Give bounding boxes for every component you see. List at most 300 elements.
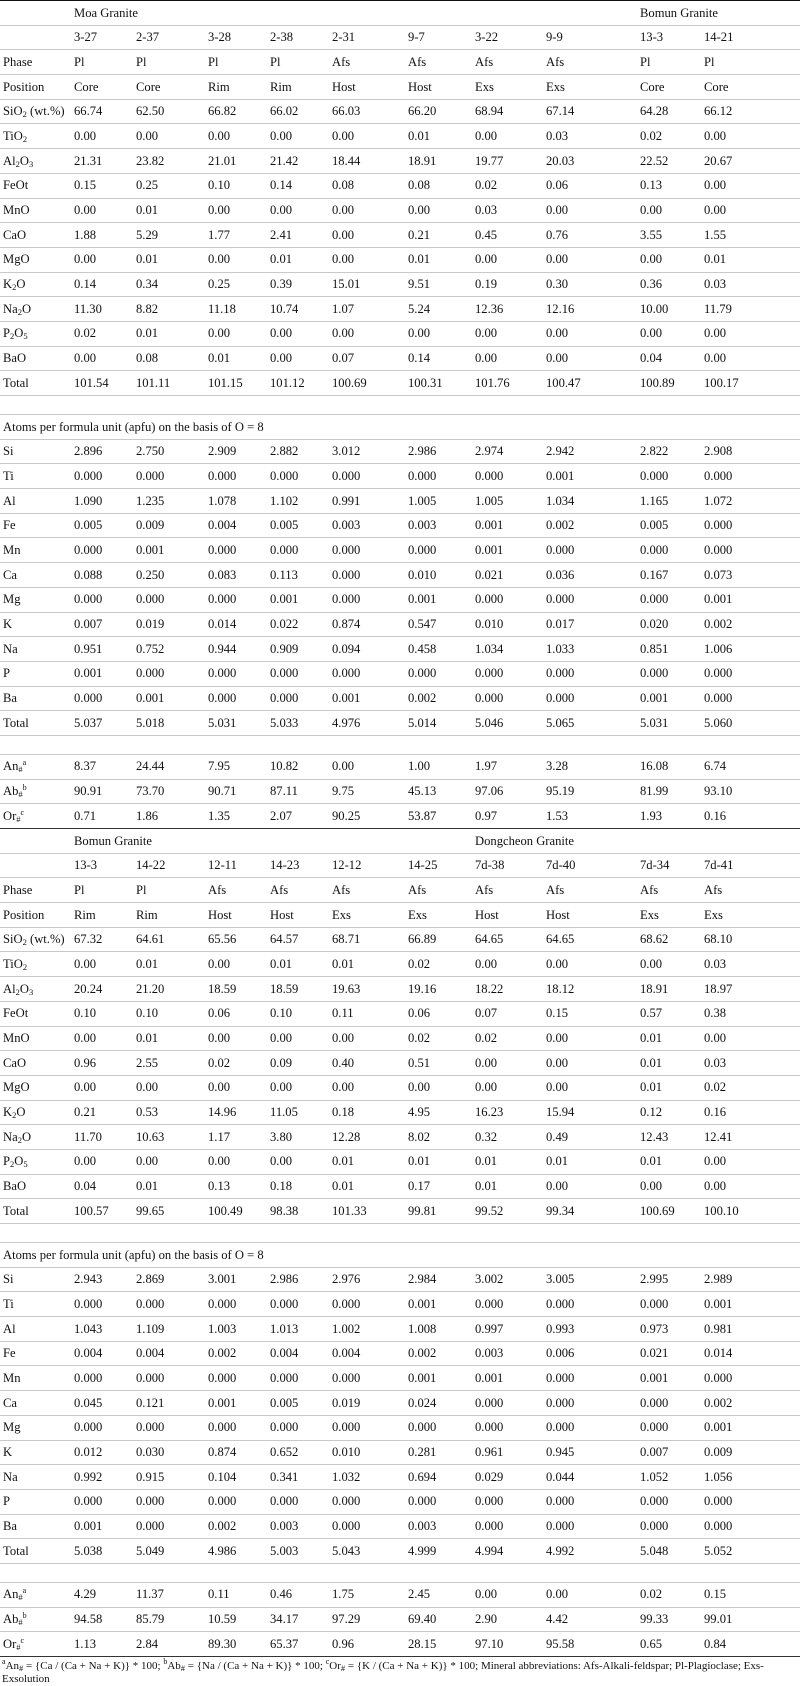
oxide-value: 0.01 [405,1149,472,1174]
oxide-value: 0.01 [637,1026,701,1051]
oxide-value: 9.51 [405,272,472,297]
oxide-value: 0.00 [71,346,133,371]
apfu-value: 0.000 [205,1366,267,1391]
apfu-value: 3.005 [543,1267,637,1292]
apfu-value: 0.001 [701,1292,800,1317]
apfu-value: 0.000 [701,464,800,489]
oxide-value: 0.00 [205,247,267,272]
oxide-value: 0.21 [405,223,472,248]
apfu-value: 0.851 [637,637,701,662]
apfu-value: 0.083 [205,563,267,588]
blank-cell [0,1,71,26]
apfu-value: 5.065 [543,711,637,736]
position-cell: Rim [71,903,133,928]
oxide-value: 66.12 [701,99,800,124]
apfu-value: 5.038 [71,1539,133,1564]
oxide-value: 0.03 [701,952,800,977]
oxide-value: 66.03 [329,99,405,124]
apfu-value: 0.000 [329,1514,405,1539]
endmember-subscript: # [18,1592,23,1603]
oxide-value: 101.33 [329,1199,405,1224]
oxide-value: 11.18 [205,297,267,322]
phase-cell: Pl [133,50,205,75]
oxide-value: 23.82 [133,149,205,174]
oxide-label [0,1199,71,1224]
apfu-value: 0.029 [472,1465,543,1490]
endmember-value: 73.70 [133,779,205,804]
oxide-value: 12.43 [637,1125,701,1150]
element-label: Fe [0,1341,71,1366]
oxide-subscript: 2 [22,133,28,144]
apfu-row [0,1415,800,1440]
oxide-value: 0.07 [329,346,405,371]
oxide-value: 0.76 [543,223,637,248]
apfu-value: 0.000 [267,464,329,489]
apfu-value: 2.882 [267,439,329,464]
oxide-value: 0.02 [405,1026,472,1051]
apfu-value: 0.000 [71,1415,133,1440]
endmember-value: 0.00 [329,754,405,779]
oxide-value: 0.01 [267,952,329,977]
apfu-row [0,612,800,637]
oxide-value: 0.00 [543,952,637,977]
apfu-value: 0.003 [472,1341,543,1366]
apfu-value: 0.014 [205,612,267,637]
oxide-value: 0.00 [133,124,205,149]
apfu-row [0,1267,800,1292]
apfu-value: 5.031 [205,711,267,736]
apfu-row [0,1539,800,1564]
apfu-value: 0.000 [329,1366,405,1391]
oxide-value: 21.01 [205,149,267,174]
phase-cell: Afs [543,878,637,903]
oxide-value: 0.00 [329,321,405,346]
apfu-row [0,587,800,612]
apfu-value: 0.000 [637,1391,701,1416]
element-label: Fe [0,513,71,538]
endmember-value: 11.37 [133,1582,205,1607]
oxide-value: 21.20 [133,977,205,1002]
phase-cell: Pl [133,878,205,903]
oxide-value: 0.32 [472,1125,543,1150]
apfu-value: 0.000 [637,587,701,612]
oxide-row [0,1051,800,1076]
phase-cell: Afs [205,878,267,903]
apfu-value: 0.001 [472,538,543,563]
phase-cell: Pl [205,50,267,75]
apfu-row [0,1341,800,1366]
oxide-value: 0.25 [205,272,267,297]
apfu-value: 2.986 [405,439,472,464]
apfu-value: 0.009 [133,513,205,538]
oxide-value: 1.88 [71,223,133,248]
phase-cell: Pl [71,878,133,903]
oxide-value: 100.17 [701,371,800,396]
oxide-value: 0.00 [71,1075,133,1100]
apfu-value: 0.000 [701,661,800,686]
apfu-row [0,563,800,588]
oxide-label [0,1026,71,1051]
apfu-row [0,1514,800,1539]
apfu-title-row [0,415,800,440]
oxide-value: 10.74 [267,297,329,322]
oxide-value: 0.00 [205,124,267,149]
oxide-name: K [3,1105,13,1120]
apfu-value: 0.945 [543,1440,637,1465]
oxide-value: 0.01 [472,1149,543,1174]
apfu-value: 0.000 [133,464,205,489]
phase-cell: Afs [329,50,405,75]
apfu-value: 0.694 [405,1465,472,1490]
oxide-value: 0.00 [133,1075,205,1100]
table-footnote: $^aAn_{\#} = \{Ca / (Ca + Na + K)\} * 100$; $^bAb_{\#} = \{Na / (Ca + Na + K)\} * 100$; $^cOr_{\#} = \{K / (Ca + Na + K)\} * 100$; Mineral abbreviations: Afs-Alkali-feldspar; Pl-Plagioclase; Exs-Exsolution [2,1657,764,1685]
apfu-value: 1.052 [637,1465,701,1490]
oxide-value: 3.80 [267,1125,329,1150]
position-cell: Host [205,903,267,928]
endmember-value: 65.37 [267,1632,329,1657]
oxide-value: 1.07 [329,297,405,322]
apfu-row [0,661,800,686]
apfu-value: 0.652 [267,1440,329,1465]
oxide-value: 0.15 [71,173,133,198]
oxide-value: 0.00 [205,321,267,346]
oxide-name: Total [3,1203,29,1218]
oxide-value: 0.21 [71,1100,133,1125]
oxide-value: 18.59 [267,977,329,1002]
oxide-name: CaO [3,227,27,242]
spacer-row [0,1224,800,1243]
oxide-label [0,1051,71,1076]
oxide-row [0,1075,800,1100]
oxide-value: 100.49 [205,1199,267,1224]
endmember-label [0,1582,71,1607]
apfu-value: 0.030 [133,1440,205,1465]
oxide-label [0,223,71,248]
oxide-value: 0.01 [133,247,205,272]
oxide-value: 0.00 [543,198,637,223]
oxide-value: 20.67 [701,149,800,174]
granite-group-label: Bomun Granite [637,1,800,26]
apfu-value: 0.121 [133,1391,205,1416]
element-label: Total [0,711,71,736]
spacer-row [0,735,800,754]
endmember-value: 4.29 [71,1582,133,1607]
apfu-value: 0.006 [543,1341,637,1366]
oxide-value: 0.00 [71,198,133,223]
apfu-value: 0.000 [405,538,472,563]
endmember-subscript: # [16,813,21,824]
apfu-value: 0.000 [133,1292,205,1317]
oxide-value: 0.45 [472,223,543,248]
oxide-name: Na [3,301,18,316]
element-label: Ca [0,1391,71,1416]
oxide-name: Al [3,981,16,996]
oxide-value: 0.10 [267,1001,329,1026]
oxide-value: 0.01 [637,1051,701,1076]
position-cell: Exs [637,903,701,928]
oxide-label [0,952,71,977]
oxide-value: 8.82 [133,297,205,322]
oxide-value: 0.17 [405,1174,472,1199]
apfu-value: 0.000 [329,464,405,489]
oxide-name: SiO [3,104,23,119]
oxide-name: P [3,1154,11,1169]
endmember-label [0,779,71,804]
phase-cell: Afs [472,50,543,75]
oxide-value: 0.12 [637,1100,701,1125]
apfu-value: 0.000 [472,661,543,686]
oxide-value: 19.77 [472,149,543,174]
phase-cell: Afs [472,878,543,903]
apfu-value: 0.874 [205,1440,267,1465]
oxide-row [0,321,800,346]
apfu-value: 0.000 [133,587,205,612]
oxide-value: 12.16 [543,297,637,322]
oxide-value: 12.41 [701,1125,800,1150]
oxide-value: 0.02 [701,1075,800,1100]
apfu-value: 0.004 [267,1341,329,1366]
oxide-value: 0.00 [543,321,637,346]
apfu-value: 5.048 [637,1539,701,1564]
oxide-value: 66.02 [267,99,329,124]
oxide-name: SiO [3,932,23,947]
apfu-value: 0.341 [267,1465,329,1490]
element-label: P [0,661,71,686]
apfu-value: 0.000 [637,661,701,686]
element-label: Na [0,637,71,662]
oxide-value: 0.01 [205,346,267,371]
apfu-value: 0.003 [329,513,405,538]
oxide-value: 18.44 [329,149,405,174]
endmember-value: 89.30 [205,1632,267,1657]
row-label: Position [0,75,71,100]
apfu-value: 0.000 [267,1489,329,1514]
apfu-value: 0.000 [267,1366,329,1391]
oxide-value: 11.70 [71,1125,133,1150]
oxide-row [0,1026,800,1051]
element-label: Na [0,1465,71,1490]
position-cell: Exs [472,75,543,100]
oxide-label [0,1075,71,1100]
apfu-value: 0.094 [329,637,405,662]
oxide-value: 100.89 [637,371,701,396]
apfu-value: 0.000 [472,464,543,489]
apfu-value: 1.102 [267,489,329,514]
phase-cell: Afs [543,50,637,75]
oxide-value: 66.74 [71,99,133,124]
apfu-value: 0.000 [405,1489,472,1514]
oxide-value: 68.71 [329,927,405,952]
oxide-row [0,124,800,149]
apfu-value: 0.000 [71,587,133,612]
oxide-value: 0.00 [205,1149,267,1174]
apfu-value: 5.003 [267,1539,329,1564]
apfu-value: 1.003 [205,1317,267,1342]
oxide-value: 18.59 [205,977,267,1002]
oxide-value: 1.17 [205,1125,267,1150]
oxide-value: 18.97 [701,977,800,1002]
apfu-value: 0.000 [543,686,637,711]
phase-cell: Afs [267,878,329,903]
apfu-value: 0.547 [405,612,472,637]
oxide-value: 2.55 [133,1051,205,1076]
oxide-label [0,198,71,223]
oxide-value: 0.00 [267,1026,329,1051]
endmember-name: An [3,759,19,774]
oxide-value: 0.01 [133,321,205,346]
apfu-value: 5.018 [133,711,205,736]
sample-id-row [0,853,800,878]
oxide-value: 0.00 [405,198,472,223]
oxide-name: BaO [3,1179,27,1194]
granite-group-label: Moa Granite [71,1,637,26]
endmember-row [0,1607,800,1632]
apfu-value: 0.002 [405,686,472,711]
apfu-row [0,1292,800,1317]
oxide-name: MgO [3,252,30,267]
apfu-value: 1.008 [405,1317,472,1342]
oxide-value: 19.16 [405,977,472,1002]
oxide-label [0,977,71,1002]
apfu-value: 1.109 [133,1317,205,1342]
oxide-label [0,321,71,346]
apfu-value: 0.045 [71,1391,133,1416]
apfu-value: 0.993 [543,1317,637,1342]
oxide-value: 0.13 [637,173,701,198]
apfu-value: 0.961 [472,1440,543,1465]
oxide-value: 0.00 [205,952,267,977]
oxide-row [0,198,800,223]
oxide-value: 0.01 [637,1149,701,1174]
apfu-value: 0.022 [267,612,329,637]
sample-id: 7d-34 [637,853,701,878]
oxide-value: 12.28 [329,1125,405,1150]
apfu-value: 0.019 [329,1391,405,1416]
oxide-value: 0.08 [133,346,205,371]
endmember-value: 90.91 [71,779,133,804]
apfu-value: 0.000 [543,538,637,563]
apfu-value: 2.909 [205,439,267,464]
oxide-value: 65.56 [205,927,267,952]
apfu-value: 0.000 [71,538,133,563]
spacer-row [0,396,800,415]
endmember-value: 0.00 [543,1582,637,1607]
oxide-label [0,1174,71,1199]
endmember-value: 16.08 [637,754,701,779]
apfu-value: 0.010 [472,612,543,637]
oxide-value: 0.00 [637,321,701,346]
apfu-value: 3.002 [472,1267,543,1292]
element-label: Mn [0,1366,71,1391]
oxide-value: 100.69 [329,371,405,396]
endmember-name: Ab [3,1612,19,1627]
apfu-value: 0.458 [405,637,472,662]
apfu-value: 2.995 [637,1267,701,1292]
apfu-value: 0.014 [701,1341,800,1366]
apfu-value: 0.000 [472,686,543,711]
endmember-subscript: # [16,1641,21,1652]
endmember-value: 1.86 [133,804,205,829]
apfu-value: 0.004 [133,1341,205,1366]
oxide-value: 0.00 [637,198,701,223]
apfu-value: 0.000 [205,538,267,563]
oxide-value: 14.96 [205,1100,267,1125]
oxide-value: 101.54 [71,371,133,396]
endmember-value: 95.58 [543,1632,637,1657]
apfu-value: 0.000 [543,1489,637,1514]
oxide-value: 0.00 [701,198,800,223]
oxide-value: 0.00 [329,247,405,272]
oxide-value: 0.14 [267,173,329,198]
oxide-value: 0.40 [329,1051,405,1076]
oxide-value: 0.30 [543,272,637,297]
oxide-value: 0.01 [267,247,329,272]
apfu-row [0,439,800,464]
apfu-value: 0.001 [472,1366,543,1391]
sample-id: 7d-41 [701,853,800,878]
sample-id: 12-11 [205,853,267,878]
position-cell: Host [329,75,405,100]
blank-cell [0,853,71,878]
endmember-subscript: # [18,764,23,775]
position-cell: Exs [543,75,637,100]
oxide-subscript: 3 [28,986,34,997]
oxide-label [0,124,71,149]
oxide-name: MnO [3,1031,30,1046]
oxide-subscript: 2 [17,306,22,317]
oxide-name: TiO [3,956,23,971]
element-label: Ca [0,563,71,588]
oxide-value: 10.00 [637,297,701,322]
oxide-value: 64.65 [543,927,637,952]
oxide-value: 0.01 [133,1174,205,1199]
endmember-value: 0.16 [701,804,800,829]
oxide-value: 0.00 [133,1149,205,1174]
position-cell: Core [637,75,701,100]
oxide-value: 68.94 [472,99,543,124]
apfu-value: 5.031 [637,711,701,736]
sample-id: 12-12 [329,853,405,878]
oxide-subscript: 2 [10,331,15,342]
oxide-value: 0.04 [71,1174,133,1199]
apfu-value: 1.056 [701,1465,800,1490]
oxide-value: 0.02 [472,173,543,198]
apfu-value: 0.001 [71,661,133,686]
apfu-value: 0.002 [405,1341,472,1366]
oxide-label [0,247,71,272]
apfu-value: 0.752 [133,637,205,662]
apfu-value: 4.994 [472,1539,543,1564]
oxide-value: 0.00 [701,1026,800,1051]
blank-cell [0,25,71,50]
apfu-value: 0.000 [329,1415,405,1440]
apfu-value: 0.000 [472,1415,543,1440]
apfu-title: Atoms per formula unit (apfu) on the basis of O = 8 [0,1243,800,1268]
apfu-value: 0.001 [701,1415,800,1440]
oxide-value: 0.39 [267,272,329,297]
sample-id-row [0,25,800,50]
element-label: Al [0,489,71,514]
oxide-value: 0.00 [543,1051,637,1076]
apfu-value: 0.000 [543,1366,637,1391]
apfu-value: 0.001 [71,1514,133,1539]
blank-cell [0,1563,800,1582]
element-label: Mg [0,1415,71,1440]
oxide-value: 0.15 [543,1001,637,1026]
apfu-value: 0.001 [329,686,405,711]
oxide-value: 0.00 [543,1026,637,1051]
oxide-value: 0.06 [543,173,637,198]
